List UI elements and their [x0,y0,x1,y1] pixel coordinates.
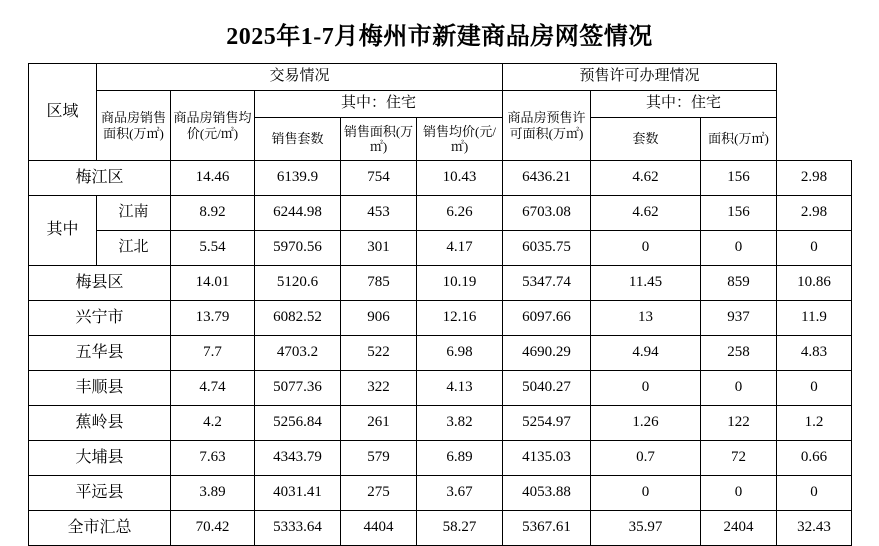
cell-sale-area: 4.2 [171,406,255,441]
cell-res-area: 4.13 [417,371,503,406]
cell-presale-area: 11.45 [591,266,701,301]
cell-sale-price: 4031.41 [255,476,341,511]
header-row-groups [29,64,852,91]
cell-res-area: 10.19 [417,266,503,301]
header-col-sale-price: 商品房销售均价(元/㎡) [171,91,255,161]
cell-presale-units: 937 [701,301,777,336]
page-title: 2025年1-7月梅州市新建商品房网签情况 [226,24,653,50]
cell-presale-res-area: 10.86 [777,266,852,301]
table-row-total [29,511,852,546]
cell-sale-area: 5.54 [171,231,255,266]
cell-res-area: 58.27 [417,511,503,546]
cell-presale-res-area: 2.98 [777,161,852,196]
row-region-label: 梅江区 [29,161,171,196]
cell-sale-area: 14.01 [171,266,255,301]
cell-presale-units: 0 [701,371,777,406]
cell-presale-res-area: 0 [777,231,852,266]
cell-presale-units: 156 [701,196,777,231]
header-group-presale: 预售许可办理情况 [503,64,777,91]
table-row [29,301,852,336]
cell-res-area: 4.17 [417,231,503,266]
cell-sale-area: 14.46 [171,161,255,196]
cell-res-price: 4690.29 [503,336,591,371]
header-row-sub [29,91,852,118]
cell-sale-price: 4703.2 [255,336,341,371]
row-region-label: 蕉岭县 [29,406,171,441]
table-header [29,64,852,161]
cell-presale-res-area: 2.98 [777,196,852,231]
table-row [29,371,852,406]
cell-presale-area: 35.97 [591,511,701,546]
cell-units: 301 [341,231,417,266]
housing-statistics-table [28,63,852,546]
table-container [0,63,879,546]
row-group-label-qizhong: 其中 [29,196,97,266]
header-col-units: 销售套数 [255,118,341,161]
cell-sale-price: 5077.36 [255,371,341,406]
cell-units: 4404 [341,511,417,546]
cell-presale-area: 4.94 [591,336,701,371]
row-region-label: 平远县 [29,476,171,511]
cell-presale-res-area: 0 [777,476,852,511]
row-region-label: 五华县 [29,336,171,371]
cell-presale-res-area: 4.83 [777,336,852,371]
table-row [29,441,852,476]
cell-units: 785 [341,266,417,301]
cell-presale-area: 0 [591,371,701,406]
cell-presale-area: 0 [591,476,701,511]
row-region-label: 梅县区 [29,266,171,301]
cell-res-price: 6035.75 [503,231,591,266]
cell-res-price: 5347.74 [503,266,591,301]
cell-presale-res-area: 0.66 [777,441,852,476]
cell-res-price: 6703.08 [503,196,591,231]
cell-units: 754 [341,161,417,196]
table-row [29,266,852,301]
row-region-label: 大埔县 [29,441,171,476]
cell-presale-units: 859 [701,266,777,301]
cell-sale-price: 5333.64 [255,511,341,546]
cell-presale-units: 122 [701,406,777,441]
table-row [29,336,852,371]
cell-res-area: 6.26 [417,196,503,231]
table-row [29,476,852,511]
row-region-label: 全市汇总 [29,511,171,546]
cell-presale-area: 4.62 [591,161,701,196]
header-region: 区域 [29,64,97,161]
cell-res-area: 6.98 [417,336,503,371]
header-sub-residential-transaction: 其中：住宅 [255,91,503,118]
cell-res-price: 4135.03 [503,441,591,476]
cell-res-price: 4053.88 [503,476,591,511]
cell-res-price: 5040.27 [503,371,591,406]
header-col-res-area: 销售面积(万㎡) [341,118,417,161]
header-col-presale-res-area: 面积(万㎡) [701,118,777,161]
cell-res-price: 6436.21 [503,161,591,196]
cell-sale-area: 70.42 [171,511,255,546]
cell-res-area: 3.67 [417,476,503,511]
cell-sale-price: 6082.52 [255,301,341,336]
cell-presale-units: 0 [701,231,777,266]
cell-sale-price: 5120.6 [255,266,341,301]
table-row [29,161,852,196]
row-sub-label: 江北 [97,231,171,266]
table-row [29,231,852,266]
cell-presale-units: 258 [701,336,777,371]
table-row [29,196,852,231]
cell-sale-area: 4.74 [171,371,255,406]
cell-presale-area: 13 [591,301,701,336]
cell-presale-area: 0 [591,231,701,266]
header-col-res-price: 销售均价(元/㎡) [417,118,503,161]
cell-sale-area: 7.7 [171,336,255,371]
cell-sale-price: 5256.84 [255,406,341,441]
table-row [29,406,852,441]
cell-units: 453 [341,196,417,231]
cell-sale-price: 6139.9 [255,161,341,196]
cell-sale-price: 6244.98 [255,196,341,231]
header-sub-residential-presale: 其中：住宅 [591,91,777,118]
header-group-transaction: 交易情况 [97,64,503,91]
cell-presale-res-area: 0 [777,371,852,406]
cell-units: 579 [341,441,417,476]
header-col-presale-area: 商品房预售许可面积(万㎡) [503,91,591,161]
cell-units: 522 [341,336,417,371]
table-body [29,161,852,546]
cell-presale-units: 0 [701,476,777,511]
row-sub-label: 江南 [97,196,171,231]
cell-res-area: 3.82 [417,406,503,441]
cell-presale-res-area: 11.9 [777,301,852,336]
row-region-label: 兴宁市 [29,301,171,336]
cell-res-price: 5367.61 [503,511,591,546]
cell-res-area: 12.16 [417,301,503,336]
cell-sale-price: 5970.56 [255,231,341,266]
cell-units: 261 [341,406,417,441]
cell-res-area: 10.43 [417,161,503,196]
row-region-label: 丰顺县 [29,371,171,406]
cell-presale-area: 0.7 [591,441,701,476]
cell-sale-area: 13.79 [171,301,255,336]
cell-presale-res-area: 1.2 [777,406,852,441]
cell-sale-area: 7.63 [171,441,255,476]
cell-sale-area: 3.89 [171,476,255,511]
cell-res-area: 6.89 [417,441,503,476]
cell-units: 906 [341,301,417,336]
cell-sale-area: 8.92 [171,196,255,231]
cell-presale-units: 156 [701,161,777,196]
header-col-sale-area: 商品房销售面积(万㎡) [97,91,171,161]
header-col-presale-units: 套数 [591,118,701,161]
cell-sale-price: 4343.79 [255,441,341,476]
cell-presale-area: 4.62 [591,196,701,231]
cell-res-price: 6097.66 [503,301,591,336]
cell-res-price: 5254.97 [503,406,591,441]
cell-presale-area: 1.26 [591,406,701,441]
cell-units: 275 [341,476,417,511]
cell-units: 322 [341,371,417,406]
cell-presale-res-area: 32.43 [777,511,852,546]
cell-presale-units: 72 [701,441,777,476]
cell-presale-units: 2404 [701,511,777,546]
